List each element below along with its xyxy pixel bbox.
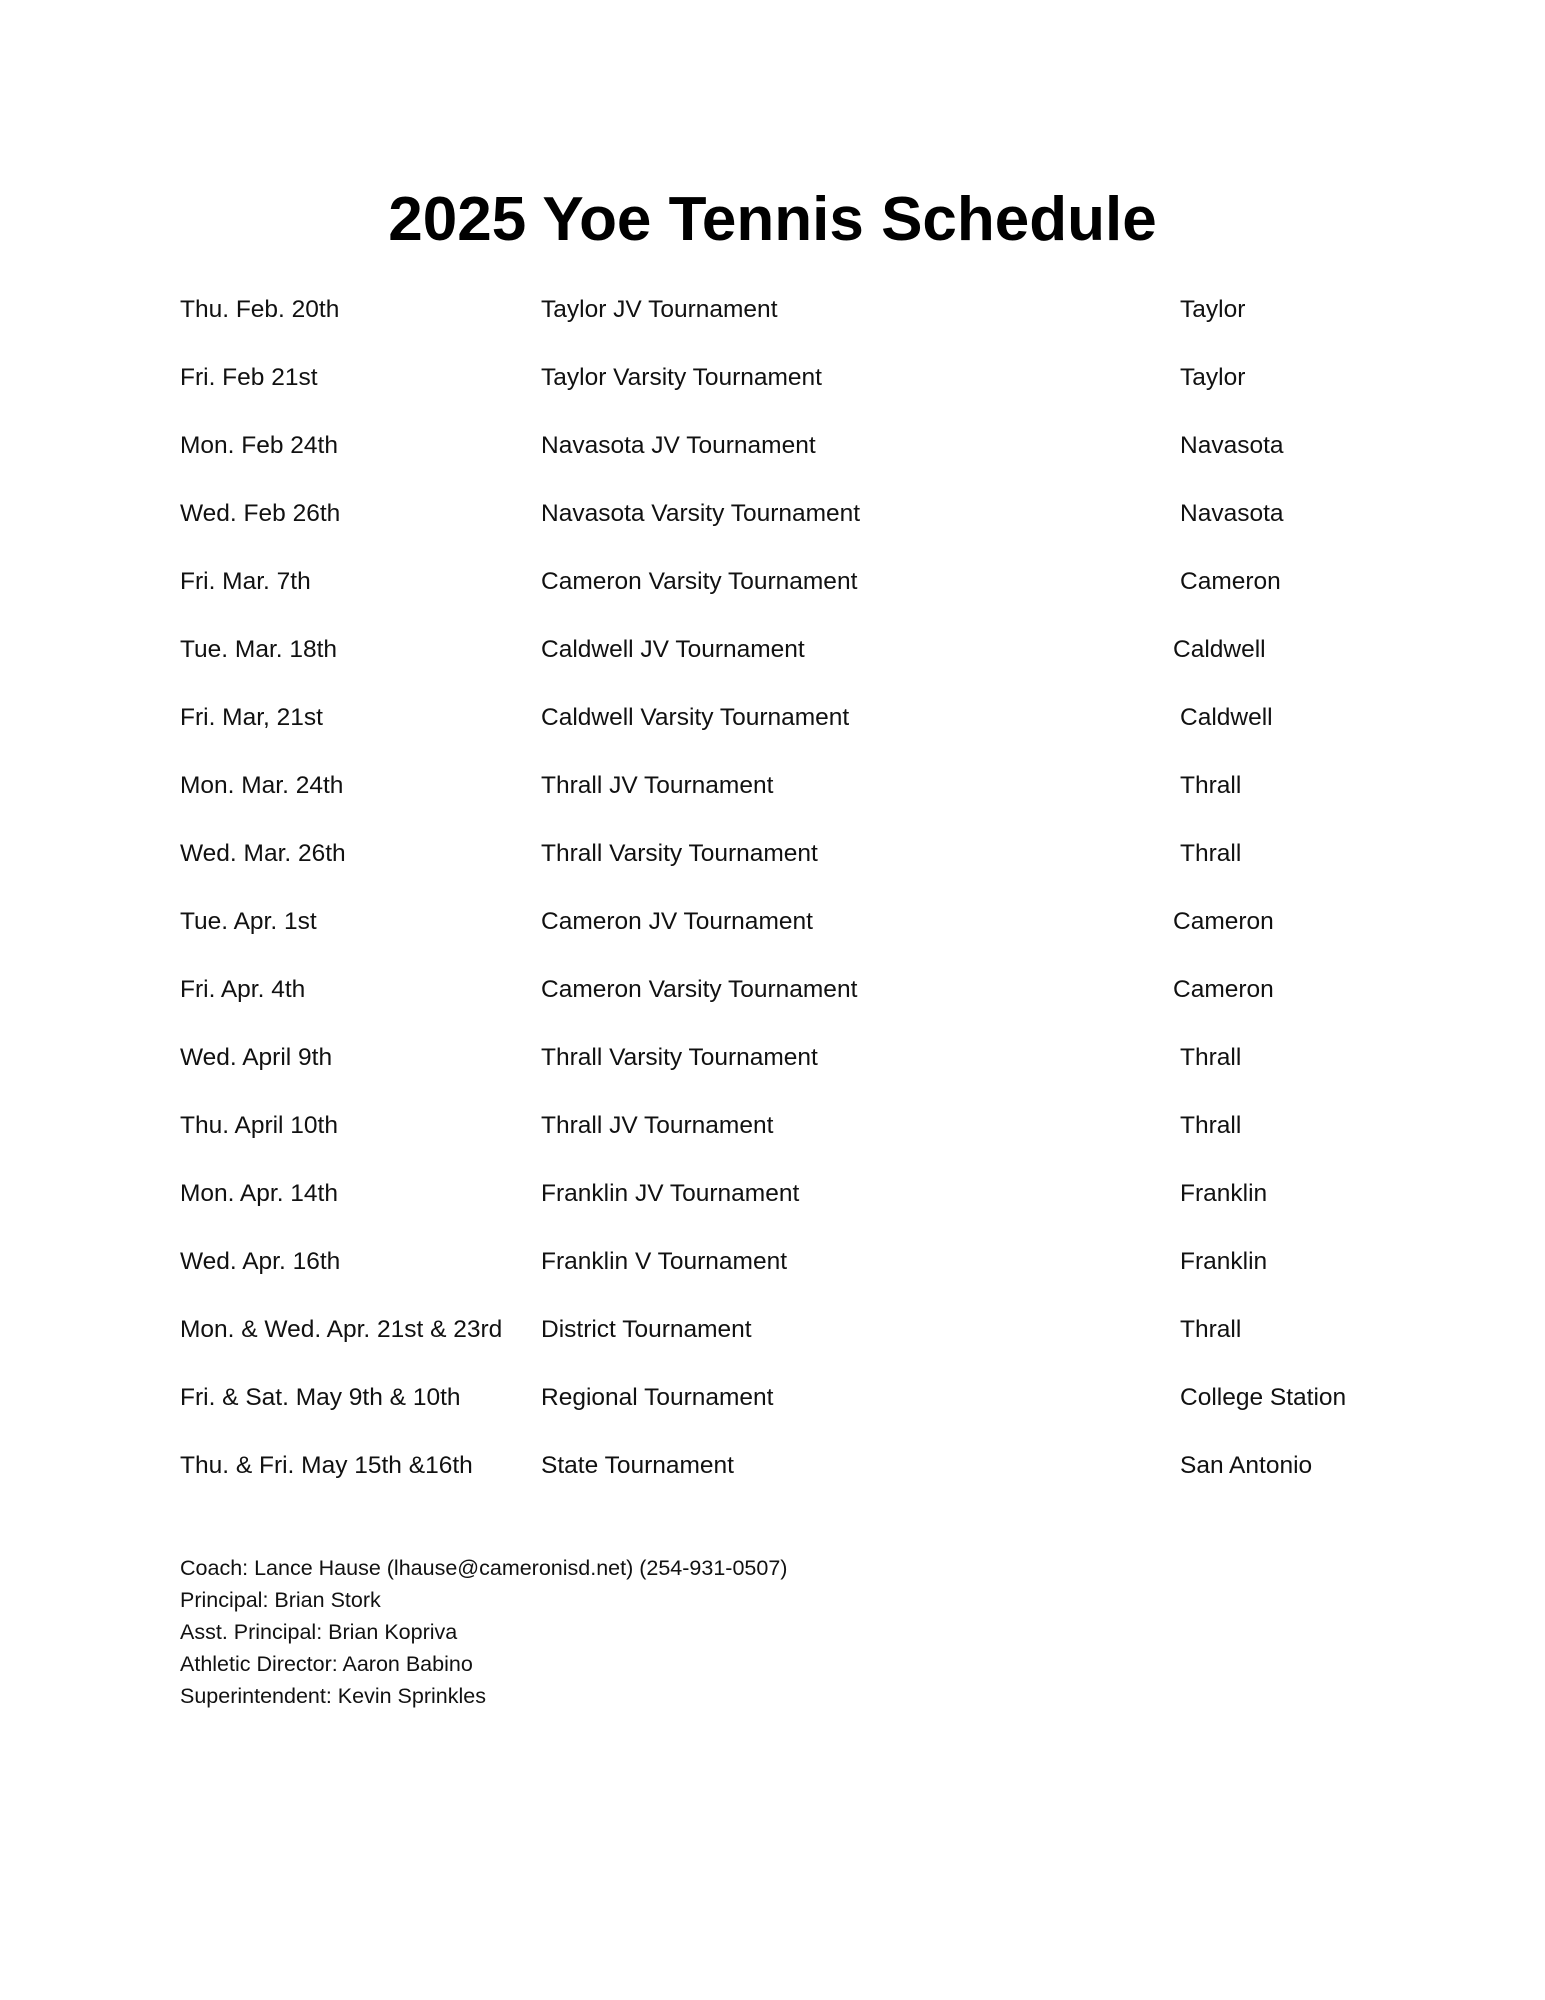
event-location: Navasota bbox=[1180, 500, 1284, 527]
event-name: Cameron Varsity Tournament bbox=[541, 976, 858, 1003]
event-name: Caldwell JV Tournament bbox=[541, 636, 805, 663]
schedule-row bbox=[180, 770, 1430, 838]
event-location: Thrall bbox=[1180, 1044, 1242, 1071]
event-name: Thrall Varsity Tournament bbox=[541, 1044, 818, 1071]
event-location: Thrall bbox=[1180, 1112, 1242, 1139]
schedule-row bbox=[180, 974, 1430, 1042]
event-date: Fri. Mar. 7th bbox=[180, 568, 311, 595]
event-date: Thu. & Fri. May 15th &16th bbox=[180, 1452, 473, 1479]
event-date: Tue. Mar. 18th bbox=[180, 636, 338, 663]
schedule-row bbox=[180, 498, 1430, 566]
event-location: Cameron bbox=[1180, 568, 1281, 595]
event-location: Franklin bbox=[1180, 1180, 1268, 1207]
schedule-row bbox=[180, 1246, 1430, 1314]
page-title: 2025 Yoe Tennis Schedule bbox=[388, 185, 1157, 254]
event-date: Wed. Apr. 16th bbox=[180, 1248, 341, 1275]
schedule-row bbox=[180, 838, 1430, 906]
schedule-table bbox=[180, 294, 1430, 1518]
event-name: District Tournament bbox=[541, 1316, 752, 1343]
event-name: Thrall JV Tournament bbox=[541, 772, 774, 799]
event-date: Mon. & Wed. Apr. 21st & 23rd bbox=[180, 1316, 503, 1343]
schedule-row bbox=[180, 1110, 1430, 1178]
schedule-row bbox=[180, 1382, 1430, 1450]
event-location: Thrall bbox=[1180, 1316, 1242, 1343]
event-name: State Tournament bbox=[541, 1452, 734, 1479]
event-location: Thrall bbox=[1180, 840, 1242, 867]
schedule-row bbox=[180, 1450, 1430, 1518]
schedule-row bbox=[180, 1314, 1430, 1382]
event-name: Navasota JV Tournament bbox=[541, 432, 816, 459]
event-location: Cameron bbox=[1173, 976, 1274, 1003]
event-date: Fri. Feb 21st bbox=[180, 364, 318, 391]
event-location: Caldwell bbox=[1180, 704, 1273, 731]
schedule-row bbox=[180, 362, 1430, 430]
event-date: Tue. Apr. 1st bbox=[180, 908, 317, 935]
superintendent-contact: Superintendent: Kevin Sprinkles bbox=[180, 1684, 486, 1708]
schedule-row bbox=[180, 294, 1430, 362]
event-location: San Antonio bbox=[1180, 1452, 1313, 1479]
schedule-row bbox=[180, 566, 1430, 634]
event-location: Navasota bbox=[1180, 432, 1284, 459]
event-date: Mon. Apr. 14th bbox=[180, 1180, 338, 1207]
event-date: Fri. & Sat. May 9th & 10th bbox=[180, 1384, 461, 1411]
event-name: Thrall JV Tournament bbox=[541, 1112, 774, 1139]
event-name: Taylor Varsity Tournament bbox=[541, 364, 822, 391]
schedule-row bbox=[180, 1042, 1430, 1110]
event-location: Taylor bbox=[1180, 364, 1246, 391]
event-location: College Station bbox=[1180, 1384, 1347, 1411]
coach-contact: Coach: Lance Hause (lhause@cameronisd.net) (254-931-0507) bbox=[180, 1556, 788, 1580]
event-name: Taylor JV Tournament bbox=[541, 296, 778, 323]
event-date: Fri. Apr. 4th bbox=[180, 976, 306, 1003]
principal-contact: Principal: Brian Stork bbox=[180, 1588, 381, 1612]
event-name: Cameron JV Tournament bbox=[541, 908, 813, 935]
event-date: Wed. Feb 26th bbox=[180, 500, 341, 527]
event-date: Mon. Mar. 24th bbox=[180, 772, 344, 799]
event-date: Fri. Mar, 21st bbox=[180, 704, 323, 731]
event-location: Thrall bbox=[1180, 772, 1242, 799]
event-location: Franklin bbox=[1180, 1248, 1268, 1275]
event-name: Franklin V Tournament bbox=[541, 1248, 788, 1275]
event-date: Thu. April 10th bbox=[180, 1112, 338, 1139]
event-date: Mon. Feb 24th bbox=[180, 432, 338, 459]
event-location: Cameron bbox=[1173, 908, 1274, 935]
schedule-row bbox=[180, 634, 1430, 702]
athletic-director-contact: Athletic Director: Aaron Babino bbox=[180, 1652, 473, 1676]
event-name: Cameron Varsity Tournament bbox=[541, 568, 858, 595]
schedule-row bbox=[180, 702, 1430, 770]
event-date: Wed. Mar. 26th bbox=[180, 840, 346, 867]
asst-principal-contact: Asst. Principal: Brian Kopriva bbox=[180, 1620, 458, 1644]
event-name: Navasota Varsity Tournament bbox=[541, 500, 861, 527]
event-name: Caldwell Varsity Tournament bbox=[541, 704, 850, 731]
event-location: Caldwell bbox=[1173, 636, 1266, 663]
event-location: Taylor bbox=[1180, 296, 1246, 323]
schedule-row bbox=[180, 430, 1430, 498]
event-date: Thu. Feb. 20th bbox=[180, 296, 340, 323]
schedule-row bbox=[180, 1178, 1430, 1246]
event-date: Wed. April 9th bbox=[180, 1044, 333, 1071]
event-name: Thrall Varsity Tournament bbox=[541, 840, 818, 867]
contact-list bbox=[180, 1552, 787, 1712]
event-name: Franklin JV Tournament bbox=[541, 1180, 800, 1207]
schedule-row bbox=[180, 906, 1430, 974]
event-name: Regional Tournament bbox=[541, 1384, 774, 1411]
